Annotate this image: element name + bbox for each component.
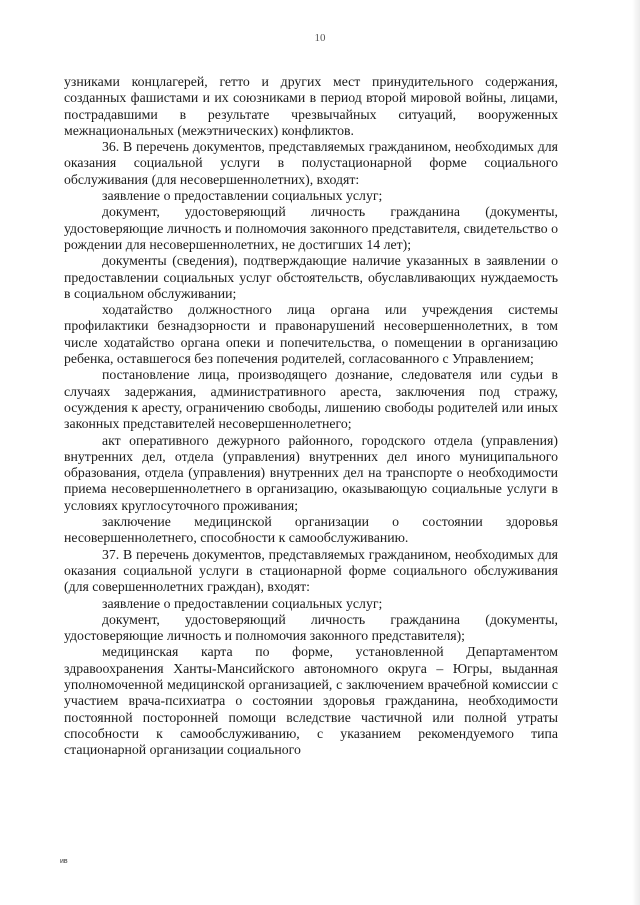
paragraph-clause-37: 37. В перечень документов, представляемых гражданином, необходимых для оказания социальной услуги в стационарной форме социального обслуживания (для совершеннолетних граждан), входят: — [64, 546, 558, 595]
list-item-supporting-documents: документы (сведения), подтверждающие наличие указанных в заявлении о предоставлении социальных услуг обстоятельств, обуславливающих нуждаемость в социальном обслуживании; — [64, 253, 558, 301]
list-item-identity-document: документ, удостоверяющий личность гражданина (документы, удостоверяющие личность и полномочия законного представителя, свидетельство о рождении для несовершеннолетних, не достигших 14 лет); — [64, 204, 558, 252]
list-item-resolution: постановление лица, производящего дознание, следователя или судьи в случаях задержания, административного ареста, заключения под стражу, осуждения к аресту, ограничению свободы, лишению свободы родителей или иных законных представителей несовершеннолетнего; — [64, 367, 558, 432]
list-item-identity-document-adult: документ, удостоверяющий личность гражданина (документы, удостоверяющие личность и полномочия законного представителя); — [64, 611, 558, 644]
scan-edge-shadow — [632, 0, 640, 905]
list-item-medical-conclusion: заключение медицинской организации о состоянии здоровья несовершеннолетнего, способности к самообслуживанию. — [64, 514, 558, 546]
document-body — [64, 74, 558, 758]
list-item-application-adult: заявление о предоставлении социальных услуг; — [102, 595, 383, 611]
list-item-petition: ходатайство должностного лица органа или учреждения системы профилактики безнадзорности и правонарушений несовершеннолетних, в том числе ходатайство органа опеки и попечительства, о помещении в организацию ребенка, оставшегося без попечения родителей, согласованного с Управлением; — [64, 302, 558, 367]
list-item-medical-card: медицинская карта по форме, установленной Департаментом здравоохранения Ханты-Мансийского автономного округа – Югры, выданная уполномоченной медицинской организацией, с заключением врачебной комиссии с участием врача-психиатра о состоянии здоровья гражданина, необходимости постоянной посторонней помощи вследствие частичной или полной утраты способности к самообслуживанию, с указанием рекомендуемого типа стационарной организации социального — [64, 644, 558, 758]
page-number: 10 — [314, 32, 326, 44]
footer-mark: ив — [60, 858, 68, 865]
paragraph-continuation: узниками концлагерей, гетто и других мест принудительного содержания, созданных фашистами и их союзниками в период второй мировой войны, лицами, пострадавшими в результате чрезвычайных ситуаций, вооруженных межнациональных (межэтнических) конфликтов. — [64, 74, 558, 138]
paragraph-clause-36: 36. В перечень документов, представляемых гражданином, необходимых для оказания социальной услуги в полустационарной форме социального обслуживания (для несовершеннолетних), входят: — [64, 139, 558, 187]
list-item-duty-officer-act: акт оперативного дежурного районного, городского отдела (управления) внутренних дел, отдела (управления) внутренних дел иного муниципального образования, отдела (управления) внутренних дел на транспорте о необходимости приема несовершеннолетнего в организацию, оказывающую социальные услуги в условиях круглосуточного проживания; — [64, 432, 558, 513]
list-item-application: заявление о предоставлении социальных услуг; — [102, 188, 383, 204]
